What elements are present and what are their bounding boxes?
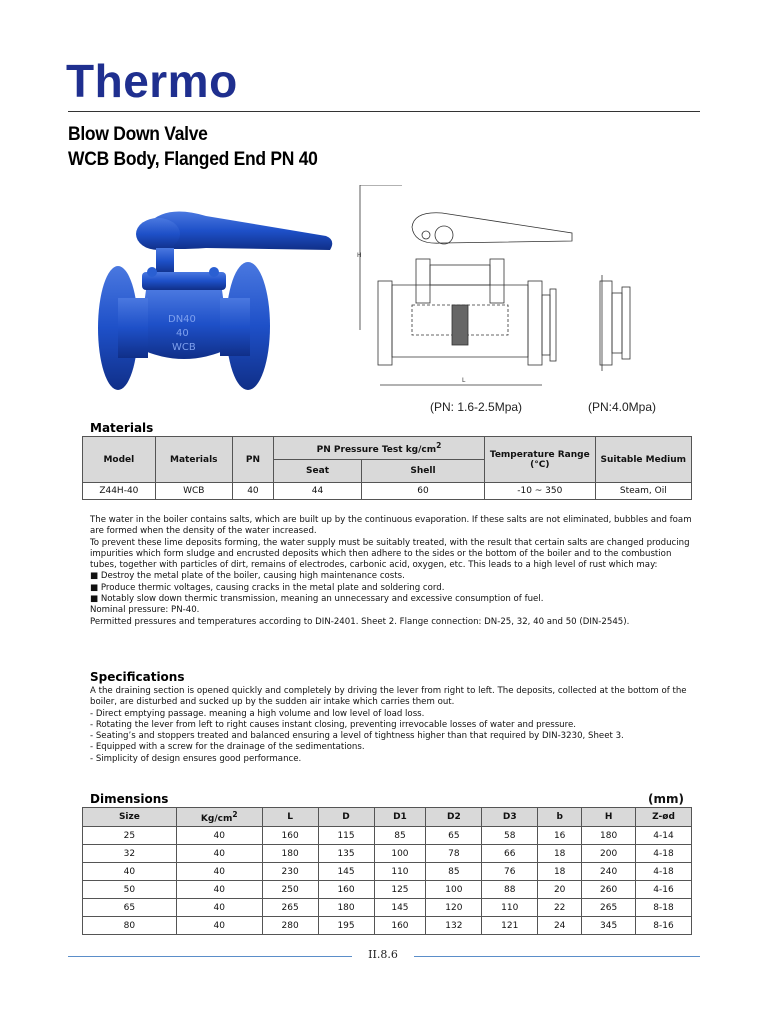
intro-text: The water in the boiler contains salts, which are built up by the continuous evaporation. If these salts are not eliminated, bubbles and foam are formed when the density of the water increased. To prevent these lime deposits forming, the water supply must be suitably treated, with the result that certain salts are changed producing impurities which form sludge and encrusted deposits which then adhere to the sides or the bottom of the boiler and to the combustion tubes, together with particles of dirt, remains of electrodes, carbonic acid, oxygen, etc. This leads to a high level of rust which may: ■ Destroy the metal plate of the boiler, causing high maintenance costs. ■ Produce thermic voltages, causing cracks in the metal plate and soldering cord. ■ Notably slow down thermic transmission, meaning an unnecessary and excessive consumption of fuel. Nominal pressure: PN-40. Permitted pressures and temperatures according to DIN-2401. Sheet 2. Flange connection: DN-25, 32, 40 and 50 (DIN-2545).	[90, 515, 692, 627]
table-cell: 195	[318, 917, 374, 935]
table-cell: 100	[374, 845, 426, 863]
table-cell: 4-14	[636, 827, 692, 845]
table-cell: 40	[176, 827, 262, 845]
table-cell: 22	[538, 899, 582, 917]
table-row	[83, 899, 692, 917]
table-row	[83, 827, 692, 845]
dimensions-unit: (mm)	[648, 792, 684, 806]
table-cell: 145	[318, 863, 374, 881]
table-cell: 78	[426, 845, 482, 863]
col-medium: Suitable Medium	[595, 437, 691, 483]
table-cell: 65	[83, 899, 177, 917]
table-cell: 160	[318, 881, 374, 899]
table-cell: 66	[482, 845, 538, 863]
col-d: D	[318, 808, 374, 827]
table-cell: 265	[262, 899, 318, 917]
col-pn: PN	[232, 437, 273, 483]
table-cell: 230	[262, 863, 318, 881]
col-size: Size	[83, 808, 177, 827]
table-cell: 345	[582, 917, 636, 935]
col-h: H	[582, 808, 636, 827]
col-pressure-test: PN Pressure Test $kg/cm^2$	[274, 437, 485, 460]
table-cell: 88	[482, 881, 538, 899]
product-subtitle: WCB Body, Flanged End PN 40	[68, 149, 318, 170]
table-cell: 132	[426, 917, 482, 935]
table-row	[83, 845, 692, 863]
table-cell: 40	[176, 899, 262, 917]
table-cell: 50	[83, 881, 177, 899]
table-cell: 265	[582, 899, 636, 917]
table-cell: 40	[176, 845, 262, 863]
body-marking-dn: DN40	[168, 314, 196, 325]
table-cell: 25	[83, 827, 177, 845]
materials-heading: Materials	[90, 421, 154, 435]
table-cell: 8-16	[636, 917, 692, 935]
dim-l-label: L	[462, 377, 466, 384]
col-seat: Seat	[274, 460, 362, 483]
table-cell: 240	[582, 863, 636, 881]
table-cell: 200	[582, 845, 636, 863]
table-cell: 32	[83, 845, 177, 863]
col-shell: Shell	[362, 460, 485, 483]
table-cell: 121	[482, 917, 538, 935]
table-cell: 110	[374, 863, 426, 881]
col-z: Z-ød	[636, 808, 692, 827]
footer-rule-left	[68, 956, 352, 957]
caption-low-pressure: (PN: 1.6-2.5Mpa)	[430, 400, 523, 414]
table-cell: 40	[176, 917, 262, 935]
brand-logo: Thermo	[66, 55, 238, 107]
technical-drawing	[352, 185, 670, 415]
table-cell: 85	[426, 863, 482, 881]
materials-table	[82, 436, 692, 500]
table-cell: 180	[262, 845, 318, 863]
table-cell: 160	[374, 917, 426, 935]
footer-rule-right	[414, 956, 700, 957]
col-temperature: Temperature Range (°C)	[485, 437, 596, 483]
col-d1: D1	[374, 808, 426, 827]
table-cell: 145	[374, 899, 426, 917]
dimensions-table	[82, 807, 692, 935]
col-kgcm2: $Kg/cm^2$	[176, 808, 262, 827]
table-cell: 58	[482, 827, 538, 845]
table-cell: 76	[482, 863, 538, 881]
table-cell: 4-16	[636, 881, 692, 899]
table-cell: 8-18	[636, 899, 692, 917]
table-cell: 16	[538, 827, 582, 845]
table-cell: 40	[176, 881, 262, 899]
col-materials: Materials	[155, 437, 232, 483]
page-number: II.8.6	[368, 948, 398, 961]
body-marking-pn: 40	[176, 328, 189, 339]
product-title: Blow Down Valve	[68, 124, 208, 145]
table-cell: 4-18	[636, 863, 692, 881]
dim-h-label: H	[357, 252, 362, 259]
col-l: L	[262, 808, 318, 827]
caption-high-pressure: (PN:4.0Mpa)	[588, 400, 657, 414]
table-row	[83, 881, 692, 899]
valve-photo	[96, 198, 340, 398]
table-cell: 18	[538, 863, 582, 881]
table-cell: 120	[426, 899, 482, 917]
table-cell: 280	[262, 917, 318, 935]
body-marking-material: WCB	[172, 342, 196, 353]
table-cell: 20	[538, 881, 582, 899]
table-row	[83, 917, 692, 935]
col-d3: D3	[482, 808, 538, 827]
table-row: Z44H-40 WCB 40 44 60 -10 ~ 350 Steam, Oil	[83, 483, 692, 500]
table-cell: 135	[318, 845, 374, 863]
table-cell: 160	[262, 827, 318, 845]
dimensions-heading: Dimensions	[90, 792, 169, 806]
col-b: b	[538, 808, 582, 827]
table-cell: 180	[582, 827, 636, 845]
col-model: Model	[83, 437, 156, 483]
specifications-text: A the draining section is opened quickly and completely by driving the lever from right to left. The deposits, collected at the bottom of the boiler, are disturbed and sucked up by the sudden air intake which carries them out. - Direct emptying passage. meaning a high volume and low level of load loss. - Rotating the lever from left to right causes instant closing, preventing irrevocable losses of water and pressure. - Seating’s and stoppers treated and balanced ensuring a level of tightness higher than that required by DIN-3230, Sheet 3. - Equipped with a screw for the drainage of the sedimentations. - Simplicity of design ensures good performance.	[90, 686, 687, 764]
table-cell: 85	[374, 827, 426, 845]
table-cell: 80	[83, 917, 177, 935]
table-cell: 100	[426, 881, 482, 899]
table-cell: 125	[374, 881, 426, 899]
table-cell: 4-18	[636, 845, 692, 863]
table-cell: 250	[262, 881, 318, 899]
specifications-heading: Specifications	[90, 670, 185, 684]
col-d2: D2	[426, 808, 482, 827]
header-divider	[68, 111, 700, 112]
table-cell: 65	[426, 827, 482, 845]
table-cell: 18	[538, 845, 582, 863]
table-cell: 115	[318, 827, 374, 845]
table-cell: 40	[176, 863, 262, 881]
table-cell: 24	[538, 917, 582, 935]
table-cell: 260	[582, 881, 636, 899]
table-cell: 110	[482, 899, 538, 917]
table-cell: 180	[318, 899, 374, 917]
table-row	[83, 863, 692, 881]
table-cell: 40	[83, 863, 177, 881]
